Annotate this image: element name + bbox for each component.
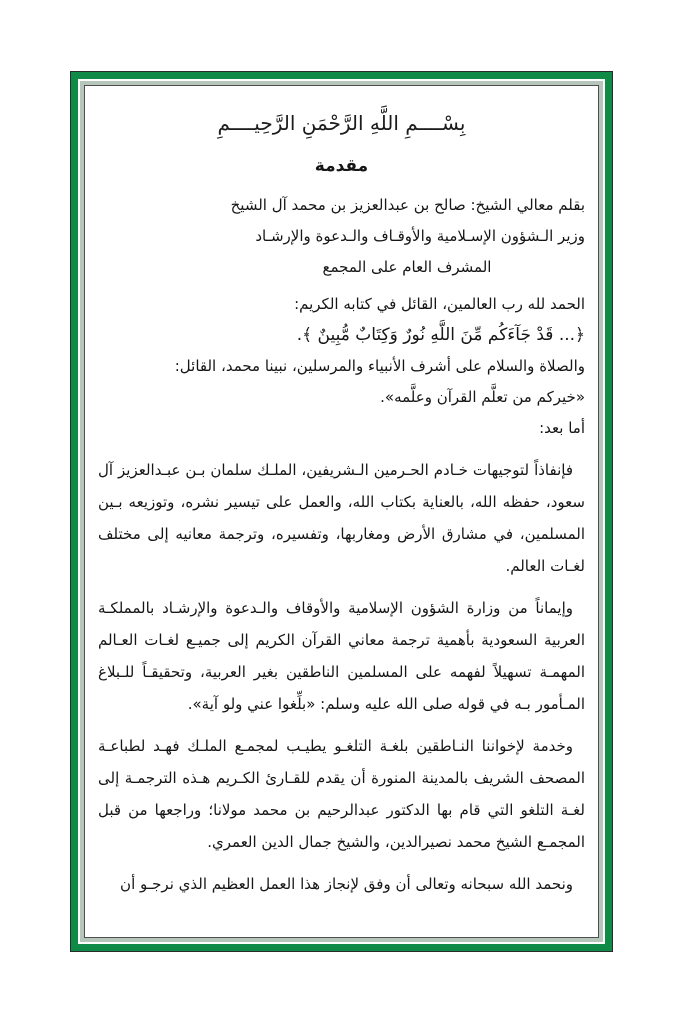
byline-block [229,190,585,283]
body-paragraph-3: وخدمة لإخواننا النـاطقين بلغـة التلغـو يطيـب لمجمـع الملـك فهـد لطباعـة المصحف الشريف بالمدينة المنورة أن يقدم للقـارئ الكـريم هـذه الترجمـة إلى لغـة التلغو التي قام بها الدكتور عبدالرحيم بن محمد مولانا؛ وراجعها من قبل المجمـع الشيخ محمد نصيرالدين، والشيخ جمال الدين العمري. [98,737,585,851]
byline-author: بقلم معالي الشيخ: صالح بن عبدالعزيز بن محمد آل الشيخ [230,196,585,214]
frame-sage-ring [80,81,603,942]
salat-line: والصلاة والسلام على أشرف الأنبياء والمرسلين، نبينا محمد، القائل: [174,357,585,375]
frame-white-ring [78,79,605,944]
byline-minister-role: وزير الـشؤون الإسـلامية والأوقـاف والـدعوة والإرشـاد [255,227,585,245]
page-title: مقدمة [314,156,369,176]
frame-inner-panel [84,85,599,938]
opening-block [98,289,585,444]
body-paragraph-2: وإيماناً من وزارة الشؤون الإسلامية والأوقاف والـدعوة والإرشـاد بالمملكـة العربية السعودية بأهمية ترجمة معاني القرآن الكريم إلى جميـع لغـات العـالم المهمـة تسهيلاً لفهمه على المسلمين الناطقين بغير العربية، وتحقيقـاً للـبلاغ المـأمور بـه في قوله صلى الله عليه وسلم: «بلِّغوا عني ولو آية». [98,599,585,713]
bismillah-calligraphy: بِسْــــمِ اللَّهِ الرَّحْمَنِ الرَّحِيــــمِ [217,111,466,135]
quran-verse: ﴿... قَدْ جَآءَكُم مِّنَ اللَّهِ نُورٌ وَكِتَابٌ مُّبِينٌ ﴾. [296,325,585,345]
page-frame [70,71,613,952]
page-content [98,104,585,900]
byline-supervisor-role: المشرف العام على المجمع [322,258,492,276]
body-paragraph-4: ونحمد الله سبحانه وتعالى أن وفق لإنجاز هذا العمل العظيم الذي نرجـو أن [120,875,573,893]
amma-baad-line: أما بعد: [539,419,585,437]
hadith-quote: «خيركم من تعلَّم القرآن وعلَّمه». [380,388,585,406]
hamd-line: الحمد لله رب العالمين، القائل في كتابه الكريم: [294,295,585,313]
body-paragraph-1: فإنفاذاً لتوجيهات خـادم الحـرمين الـشريفين، الملـك سلمان بـن عبـدالعزيز آل سعود، حفظه الله، بالعناية بكتاب الله، والعمل على تيسير نشره، وتوزيعه بـين المسلمين، في مشارق الأرض ومغاربها، وتفسيره، وترجمة معانيه إلى مختلف لغـات العالم. [98,461,585,575]
